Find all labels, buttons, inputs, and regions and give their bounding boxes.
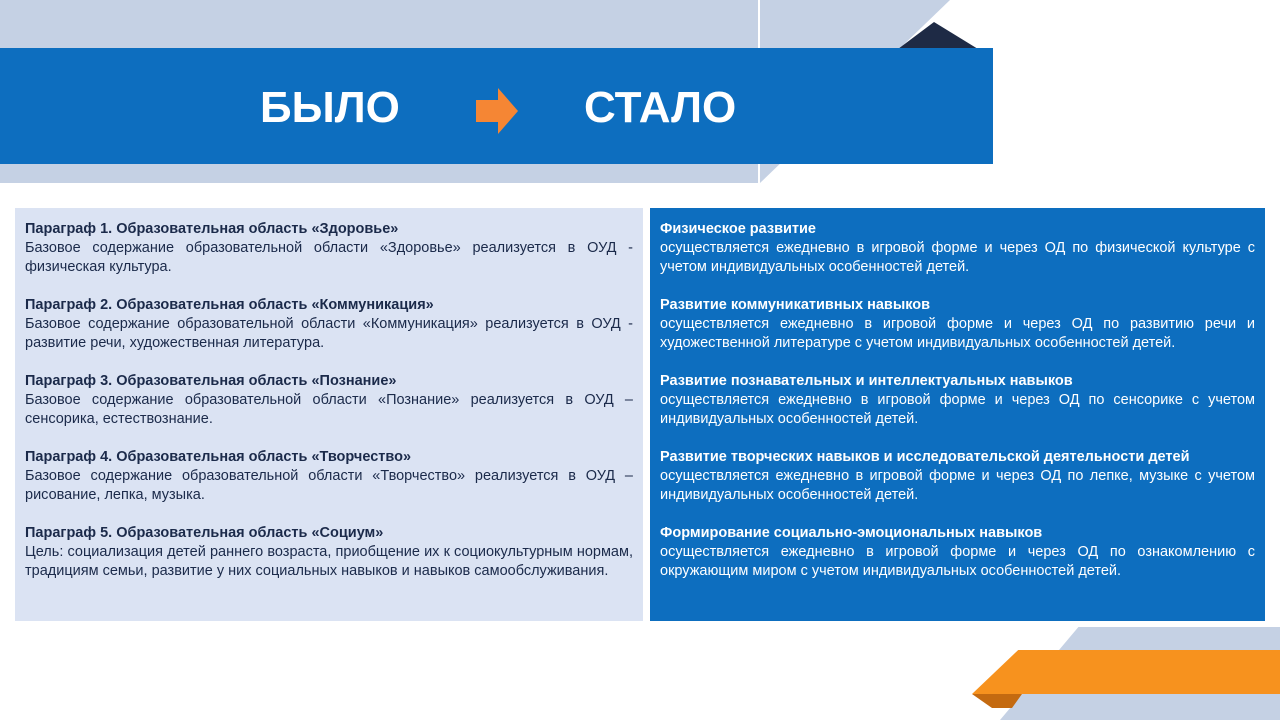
was-paragraph <box>25 448 633 505</box>
became-paragraph-heading: Развитие коммуникативных навыков <box>660 297 931 313</box>
was-paragraph <box>25 296 633 353</box>
banner-was-label: БЫЛО <box>260 83 400 132</box>
became-paragraph-heading: Формирование социально-эмоциональных навыков <box>660 525 1043 541</box>
became-paragraph <box>660 296 1255 353</box>
became-paragraph-body: осуществляется ежедневно в игровой форме и через ОД по ознакомлению с окружающим миром с учетом индивидуальных особенностей детей. <box>660 544 1255 579</box>
became-paragraph-heading: Развитие познавательных и интеллектуальных навыков <box>660 373 1073 389</box>
became-paragraph <box>660 448 1255 505</box>
was-content-box <box>15 208 643 621</box>
was-paragraph-body: Базовое содержание образовательной области «Коммуникация» реализуется в ОУД - развитие речи, художественная литература. <box>25 316 633 351</box>
was-paragraph-heading: Параграф 2. Образовательная область «Коммуникация» <box>25 297 434 313</box>
was-paragraph-body: Цель: социализация детей раннего возраста, приобщение их к социокультурным нормам, традициям семьи, развитие у них социальных навыков и навыков самообслуживания. <box>25 544 633 579</box>
was-paragraph-body: Базовое содержание образовательной области «Здоровье» реализуется в ОУД - физическая культура. <box>25 240 633 275</box>
was-paragraph-body: Базовое содержание образовательной области «Познание» реализуется в ОУД – сенсорика, естествознание. <box>25 392 633 427</box>
was-paragraph <box>25 220 633 277</box>
became-content-box <box>650 208 1265 621</box>
was-paragraph-heading: Параграф 4. Образовательная область «Творчество» <box>25 449 412 465</box>
was-paragraph <box>25 524 633 581</box>
was-paragraph-body: Базовое содержание образовательной области «Творчество» реализуется в ОУД – рисование, лепка, музыка. <box>25 468 633 503</box>
became-paragraph-body: осуществляется ежедневно в игровой форме и через ОД по сенсорике с учетом индивидуальных особенностей детей. <box>660 392 1255 427</box>
was-paragraph-heading: Параграф 5. Образовательная область «Социум» <box>25 525 384 541</box>
became-paragraph-body: осуществляется ежедневно в игровой форме и через ОД по лепке, музыке с учетом индивидуальных особенностей детей. <box>660 468 1255 503</box>
was-column <box>25 220 633 600</box>
became-paragraph <box>660 220 1255 277</box>
banner-became-label: СТАЛО <box>584 83 737 132</box>
became-paragraph <box>660 372 1255 429</box>
was-paragraph-heading: Параграф 3. Образовательная область «Познание» <box>25 373 397 389</box>
became-paragraph-heading: Физическое развитие <box>660 221 816 237</box>
was-paragraph-heading: Параграф 1. Образовательная область «Здоровье» <box>25 221 399 237</box>
was-paragraph <box>25 372 633 429</box>
decorative-orange-stripe <box>972 650 1280 694</box>
became-paragraph <box>660 524 1255 581</box>
became-paragraph-heading: Развитие творческих навыков и исследовательской деятельности детей <box>660 449 1190 465</box>
became-paragraph-body: осуществляется ежедневно в игровой форме и через ОД по развитию речи и художественной литературе с учетом индивидуальных особенностей детей. <box>660 316 1255 351</box>
right-arrow-icon <box>476 88 518 134</box>
became-paragraph-body: осуществляется ежедневно в игровой форме и через ОД по физической культуре с учетом индивидуальных особенностей детей. <box>660 240 1255 275</box>
became-column <box>660 220 1255 600</box>
